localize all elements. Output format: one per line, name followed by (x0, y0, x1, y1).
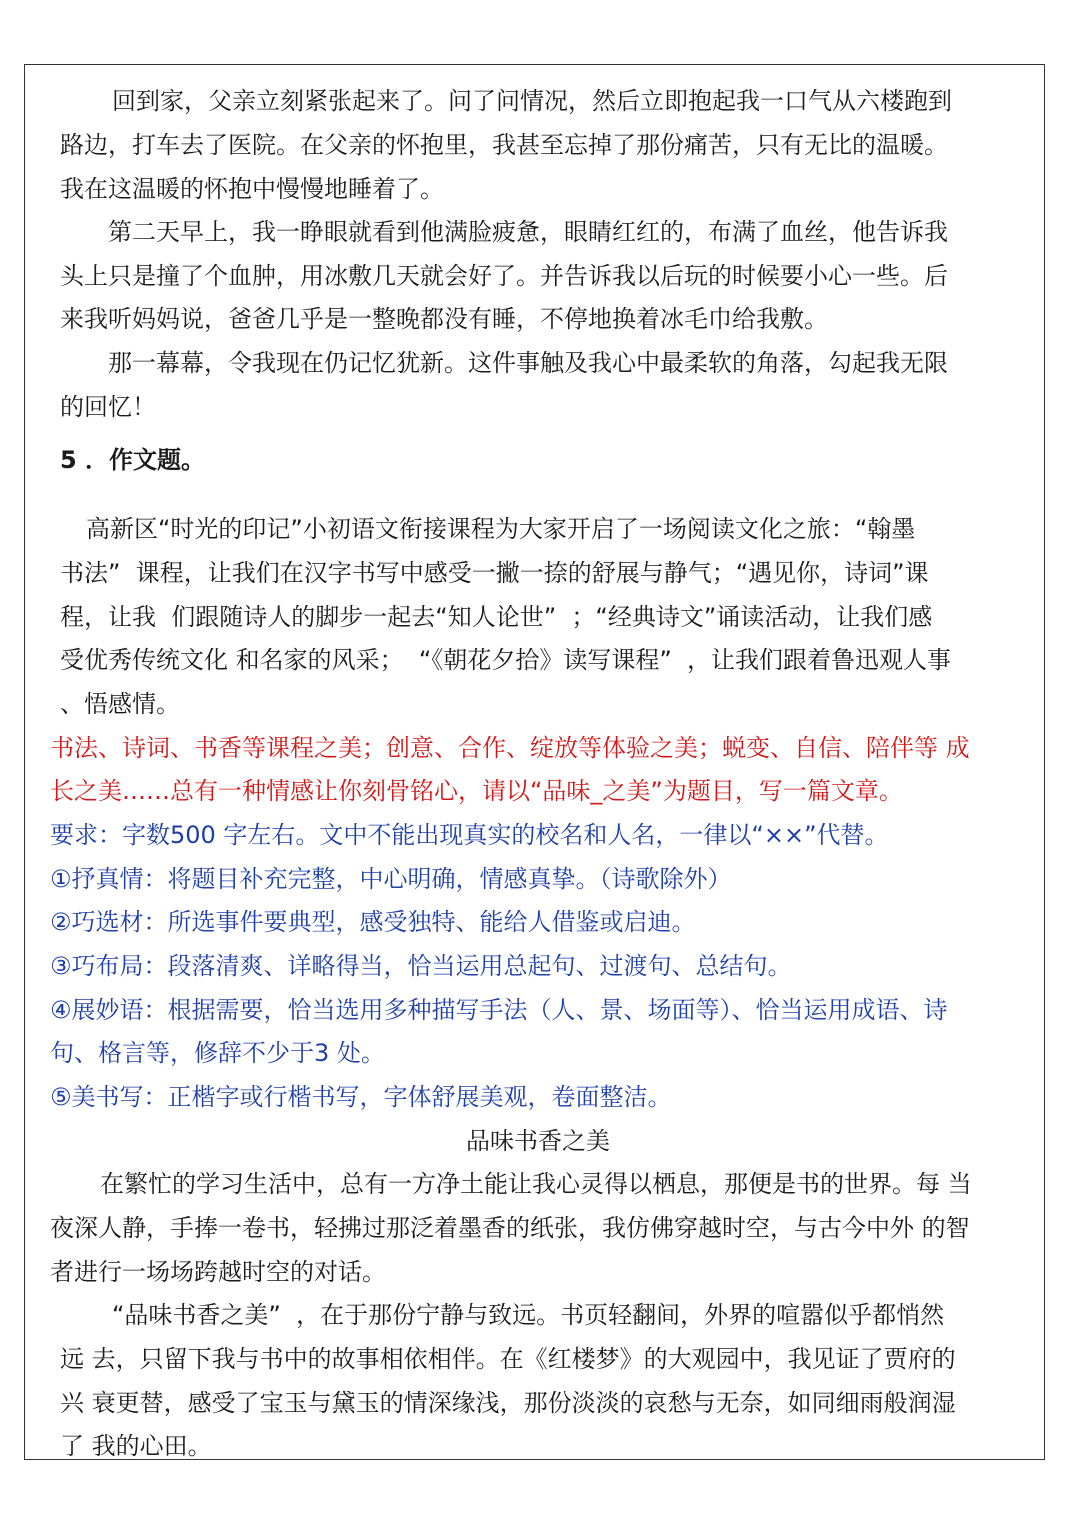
story-p3-line2: 的回忆！ (60, 393, 156, 421)
prompt-line1: 书法、诗词、书香等课程之美；创意、合作、绽放等体验之美；蜕变、自信、陪伴等 成 (50, 734, 970, 762)
story-p2-line2: 头上只是撞了个血肿，用冰敷几天就会好了。并告诉我以后玩的时候要小心一些。后 (60, 262, 948, 290)
story-p1-line1: 回到家，父亲立刻紧张起来了。问了问情况，然后立即抱起我一口气从六楼跑到 (112, 87, 952, 115)
requirement-4-line1: ④展妙语：根据需要，恰当选用多种描写手法（人、景、场面等）、恰当运用成语、诗 (50, 996, 948, 1024)
essay-title: 品味书香之美 (466, 1127, 610, 1155)
essay-p2-line1: “品味书香之美” ，在于那份宁静与致远。书页轻翻间，外界的喧嚣似乎都悄然 (112, 1301, 945, 1329)
story-p1-line2: 路边，打车去了医院。在父亲的怀抱里，我甚至忘掉了那份痛苦，只有无比的温暖。 (60, 131, 948, 159)
essay-p2-line2: 远 去，只留下我与书中的故事相依相伴。在《红楼梦》的大观园中，我见证了贾府的 (60, 1345, 956, 1373)
story-p2-line3: 来我听妈妈说，爸爸几乎是一整晚都没有睡，不停地换着冰毛巾给我敷。 (60, 305, 828, 333)
intro-line1: 高新区“时光的印记”小初语文衔接课程为大家开启了一场阅读文化之旅：“翰墨 (86, 515, 916, 543)
requirement-2: ②巧选材：所选事件要典型，感受独特、能给人借鉴或启迪。 (50, 908, 696, 936)
story-p3-line1: 那一幕幕，令我现在仍记忆犹新。这件事触及我心中最柔软的角落，勾起我无限 (108, 349, 948, 377)
intro-line4: 受优秀传统文化 和名家的风采； “《朝花夕拾》读写课程” ，让我们跟着鲁迅观人事 (60, 646, 952, 674)
requirement-1: ①抒真情：将题目补充完整，中心明确，情感真挚。（诗歌除外） (50, 865, 732, 893)
requirement-5: ⑤美书写：正楷字或行楷书写，字体舒展美观，卷面整洁。 (50, 1083, 672, 1111)
essay-p2-line3: 兴 衰更替，感受了宝玉与黛玉的情深缘浅，那份淡淡的哀愁与无奈，如同细雨般润湿 (60, 1389, 956, 1417)
prompt-line2: 长之美……总有一种情感让你刻骨铭心，请以“品味_之美”为题目，写一篇文章。 (50, 777, 903, 805)
essay-p1-line1: 在繁忙的学习生活中，总有一方净土能让我心灵得以栖息，那便是书的世界。每 当 (100, 1170, 972, 1198)
question-5-heading: 5 ．作文题。 (60, 446, 206, 474)
intro-line2: 书法” 课程，让我们在汉字书写中感受一撇一捺的舒展与静气；“遇见你，诗词”课 (60, 559, 929, 587)
essay-p1-line2: 夜深人静，手捧一卷书，轻拂过那泛着墨香的纸张，我仿佛穿越时空，与古今中外 的智 (50, 1214, 970, 1242)
essay-p1-line3: 者进行一场场跨越时空的对话。 (50, 1258, 386, 1286)
story-p1-line3: 我在这温暖的怀抱中慢慢地睡着了。 (60, 175, 444, 203)
requirement-4-line2: 句、格言等，修辞不少于3 处。 (50, 1039, 385, 1067)
requirement-word-count: 要求：字数500 字左右。文中不能出现真实的校名和人名，一律以“××”代替。 (50, 821, 889, 849)
requirement-3: ③巧布局：段落清爽、详略得当，恰当运用总起句、过渡句、总结句。 (50, 952, 792, 980)
intro-line3: 程，让我 们跟随诗人的脚步一起去“知人论世” ；“经典诗文”诵读活动，让我们感 (60, 603, 933, 631)
story-p2-line1: 第二天早上，我一睁眼就看到他满脸疲惫，眼睛红红的，布满了血丝，他告诉我 (108, 218, 948, 246)
intro-line5: 、悟感情。 (60, 690, 180, 718)
essay-p2-line4: 了 我的心田。 (60, 1432, 212, 1460)
